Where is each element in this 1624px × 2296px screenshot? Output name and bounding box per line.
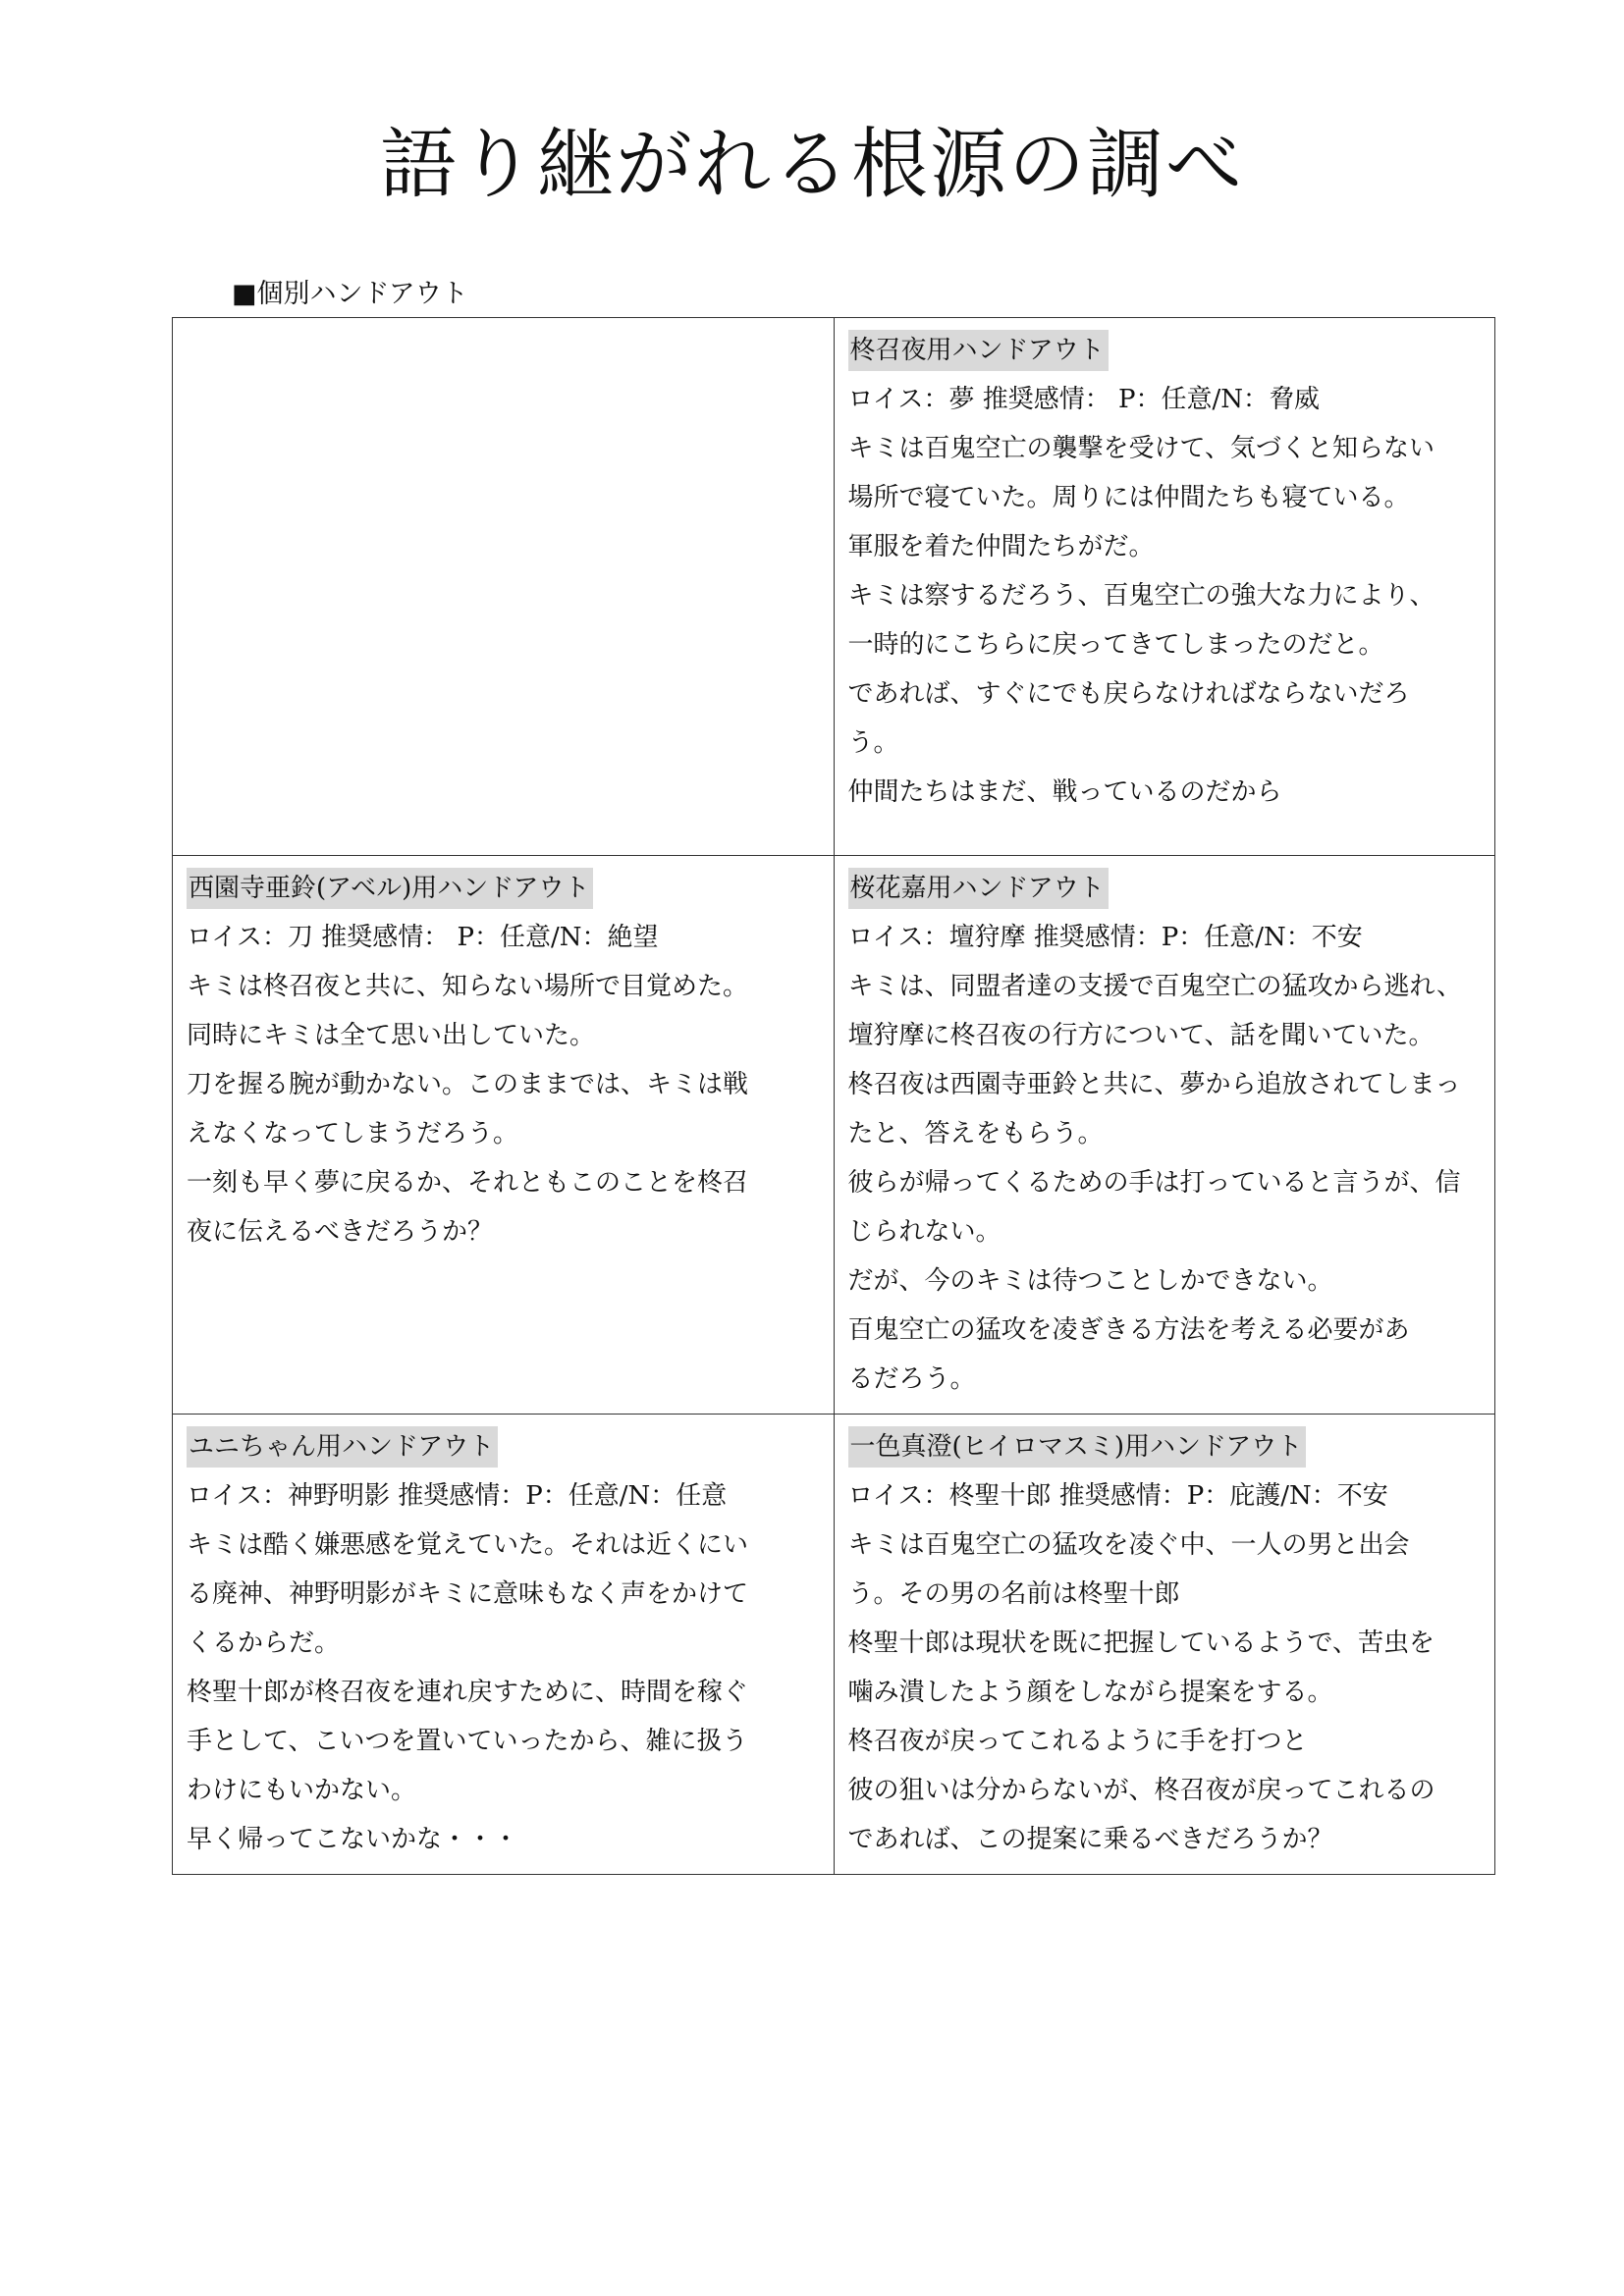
handout-text-line: 噛み潰したよう顔をしながら提案をする。: [847, 1678, 1333, 1707]
handout-text-line: たと、答えをもらう。: [847, 1119, 1104, 1148]
handout-cell-empty: [173, 318, 835, 856]
handout-text-line: であれば、すぐにでも戻らなければならないだろ: [847, 679, 1410, 709]
handout-text-line: る廃神、神野明影がキミに意味もなく声をかけて: [187, 1579, 749, 1609]
handout-text-line: 柊召夜は西園寺亜鈴と共に、夢から追放されてしまっ: [847, 1070, 1461, 1099]
handout-text-line: るだろう。: [847, 1364, 976, 1394]
handout-text-line: 彼の狙いは分からないが、柊召夜が戻ってこれるの: [847, 1776, 1435, 1805]
handout-text-line: 手として、こいつを置いていったから、雑に扱う: [187, 1727, 748, 1756]
handout-text-line: 夜に伝えるべきだろうか？: [187, 1217, 494, 1247]
handout-text-line: 早く帰ってこないかな・・・: [187, 1825, 519, 1854]
handout-text-line: う。その男の名前は柊聖十郎: [847, 1579, 1180, 1609]
handout-heading: ユニちゃん用ハンドアウト: [187, 1426, 498, 1468]
handout-text-line: 刀を握る腕が動かない。このままでは、キミは戦: [187, 1070, 749, 1099]
handout-text-line: ロイス：柊聖十郎 推奨感情：P：庇護/N：不安: [847, 1481, 1388, 1511]
handout-cell-isshiki-masumi: [834, 1415, 1495, 1875]
handout-heading: 桜花嘉用ハンドアウト: [848, 868, 1109, 909]
handout-text-line: 仲間たちはまだ、戦っているのだから: [847, 777, 1282, 807]
handout-text-line: 場所で寝ていた。周りには仲間たちも寝ている。: [847, 483, 1410, 512]
handout-text-line: キミは察するだろう、百鬼空亡の強大な力により、: [847, 581, 1435, 611]
handout-text-line: う。: [847, 728, 899, 758]
table-row: [173, 1415, 1495, 1875]
handout-heading: 一色真澄(ヒイロマスミ)用ハンドアウト: [848, 1426, 1307, 1468]
handout-text-line: 柊聖十郎が柊召夜を連れ戻すために、時間を稼ぐ: [187, 1678, 749, 1707]
handout-text-line: じられない。: [847, 1217, 1001, 1247]
handout-text-line: 彼らが帰ってくるための手は打っていると言うが、信: [847, 1168, 1461, 1198]
table-row: [173, 318, 1495, 856]
handout-text-line: 百鬼空亡の猛攻を凌ぎきる方法を考える必要があ: [847, 1315, 1410, 1345]
handout-text-line: 壇狩摩に柊召夜の行方について、話を聞いていた。: [847, 1021, 1435, 1050]
handout-text-line: キミは、同盟者達の支援で百鬼空亡の猛攻から逃れ、: [847, 972, 1463, 1001]
handout-heading: 西園寺亜鈴(アベル)用ハンドアウト: [187, 868, 593, 909]
handout-text-line: ロイス：夢 推奨感情： P：任意/N：脅威: [847, 385, 1320, 414]
handout-text-line: キミは柊召夜と共に、知らない場所で目覚めた。: [187, 972, 749, 1001]
handout-cell-hiiragi-shouya: [834, 318, 1495, 856]
handout-text-line: 同時にキミは全て思い出していた。: [187, 1021, 596, 1050]
handout-text-line: であれば、この提案に乗るべきだろうか？: [847, 1825, 1333, 1854]
handout-text-line: キミは酷く嫌悪感を覚えていた。それは近くにい: [187, 1530, 749, 1560]
handout-heading: 柊召夜用ハンドアウト: [848, 330, 1109, 371]
page-title: 語り継がれる根源の調べ: [379, 121, 1244, 209]
handout-text-line: 一時的にこちらに戻ってきてしまったのだと。: [847, 630, 1384, 660]
handout-text-line: 柊召夜が戻ってこれるように手を打つと: [847, 1727, 1308, 1756]
handout-text-line: 軍服を着た仲間たちがだ。: [847, 532, 1155, 561]
handout-text-line: ロイス：神野明影 推奨感情：P：任意/N：任意: [187, 1481, 728, 1511]
handout-text-line: 一刻も早く夢に戻るか、それともこのことを柊召: [187, 1168, 749, 1198]
handout-text-line: だが、今のキミは待つことしかできない。: [847, 1266, 1333, 1296]
handout-cell-uni-chan: [173, 1415, 835, 1875]
handout-text-line: ロイス：壇狩摩 推奨感情：P：任意/N：不安: [847, 923, 1363, 952]
handout-text-line: キミは百鬼空亡の猛攻を凌ぐ中、一人の男と出会: [847, 1530, 1410, 1560]
handout-cell-ouka: [834, 856, 1495, 1415]
handout-text-line: キミは百鬼空亡の襲撃を受けて、気づくと知らない: [847, 434, 1435, 463]
handout-cell-saionji-arin: [173, 856, 835, 1415]
table-row: [173, 856, 1495, 1415]
handout-text-line: わけにもいかない。: [187, 1776, 417, 1805]
handout-text-line: 柊聖十郎は現状を既に把握しているようで、苦虫を: [847, 1629, 1435, 1658]
handout-text-line: ロイス：刀 推奨感情： P：任意/N：絶望: [187, 923, 659, 952]
handout-text-line: えなくなってしまうだろう。: [187, 1119, 519, 1148]
handout-table: [172, 317, 1495, 1875]
handout-text-line: くるからだ。: [187, 1629, 341, 1658]
section-label: ■個別ハンドアウト: [232, 279, 468, 309]
